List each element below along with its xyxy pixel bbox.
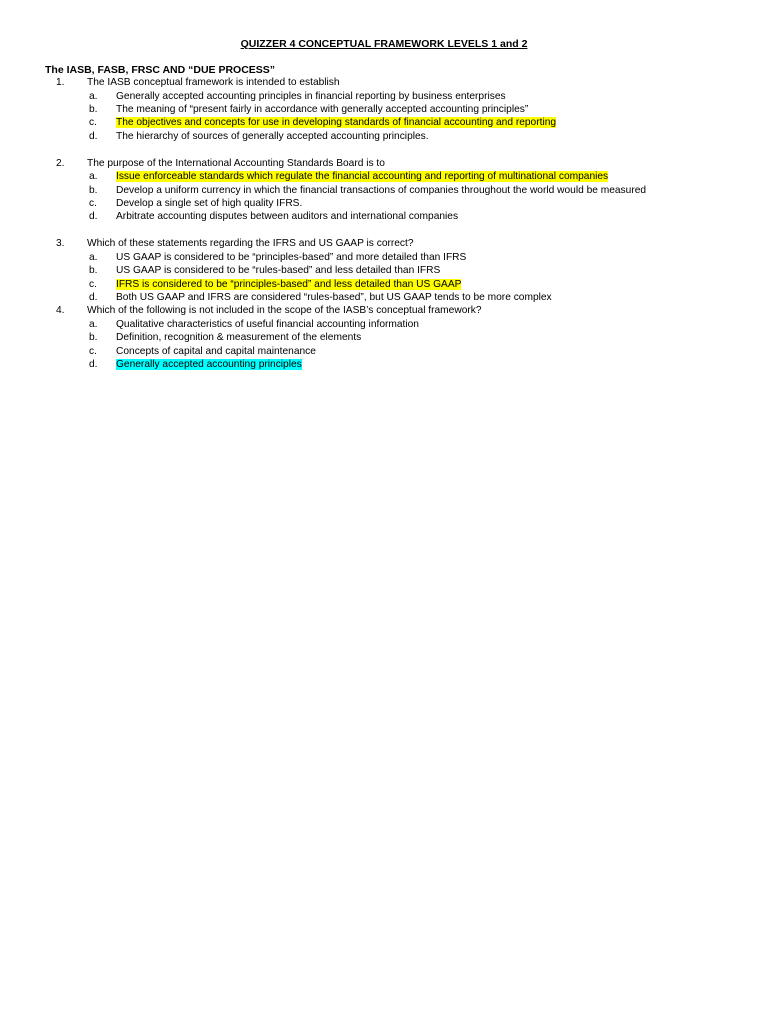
question-1 — [0, 76, 768, 143]
option-letter: b. — [89, 103, 98, 115]
option-text: Qualitative characteristics of useful financial accounting information — [116, 318, 419, 330]
option-letter: c. — [89, 197, 97, 209]
option-text: US GAAP is considered to be “rules-based” and less detailed than IFRS — [116, 265, 441, 277]
question-stem — [0, 76, 768, 90]
answer-option-highlighted — [0, 116, 768, 129]
question-number: 3. — [56, 238, 65, 250]
option-text: Arbitrate accounting disputes between auditors and international companies — [116, 211, 459, 223]
answer-option — [0, 197, 768, 210]
option-text: Generally accepted accounting principles in financial reporting by business enterprises — [116, 90, 506, 102]
option-text: Definition, recognition & measurement of the elements — [116, 332, 362, 344]
option-letter: d. — [89, 359, 98, 371]
option-text: Both US GAAP and IFRS are considered “rules-based”, but US GAAP tends to be more complex — [116, 291, 552, 303]
question-stem — [0, 304, 768, 318]
answer-option — [0, 210, 768, 223]
question-stem — [0, 157, 768, 171]
answer-option-highlighted — [0, 358, 768, 371]
question-text: Which of these statements regarding the IFRS and US GAAP is correct? — [87, 238, 414, 250]
option-text: Develop a uniform currency in which the financial transactions of companies throughout the world would be measured — [116, 184, 647, 196]
question-text: Which of the following is not included in the scope of the IASB’s conceptual framework? — [87, 305, 482, 317]
question-stem — [0, 237, 768, 251]
answer-option — [0, 264, 768, 277]
answer-option-highlighted — [0, 278, 768, 291]
option-letter: d. — [89, 130, 98, 142]
answer-option — [0, 103, 768, 116]
answer-option — [0, 345, 768, 358]
option-letter: c. — [89, 278, 97, 290]
highlighted-option-text: IFRS is considered to be “principles-based” and less detailed than US GAAP — [116, 278, 462, 290]
question-text: The IASB conceptual framework is intended to establish — [87, 77, 340, 88]
option-letter: a. — [89, 171, 98, 183]
question-4 — [0, 304, 768, 371]
answer-option — [0, 331, 768, 344]
option-letter: c. — [89, 345, 97, 357]
answer-option — [0, 291, 768, 304]
question-text: The purpose of the International Accounting Standards Board is to — [87, 157, 385, 169]
answer-option-highlighted — [0, 170, 768, 183]
option-letter: b. — [89, 184, 98, 196]
highlighted-option-text: The objectives and concepts for use in developing standards of financial accounting and reporting — [116, 117, 557, 129]
question-number: 1. — [56, 77, 65, 88]
section-heading: The IASB, FASB, FRSC AND “DUE PROCESS” — [45, 64, 276, 76]
highlighted-option-text: Generally accepted accounting principles — [116, 359, 302, 371]
answer-option — [0, 184, 768, 197]
question-number: 2. — [56, 157, 65, 169]
option-letter: a. — [89, 251, 98, 263]
question-number: 4. — [56, 305, 65, 317]
option-text: The hierarchy of sources of generally accepted accounting principles. — [116, 130, 429, 142]
option-letter: d. — [89, 211, 98, 223]
option-letter: b. — [89, 332, 98, 344]
highlighted-option-text: Issue enforceable standards which regulate the financial accounting and reporting of multinational companies — [116, 171, 609, 183]
option-text: Concepts of capital and capital maintenance — [116, 345, 316, 357]
document-title: QUIZZER 4 CONCEPTUAL FRAMEWORK LEVELS 1 and 2 — [240, 38, 528, 50]
option-text: The meaning of “present fairly in accordance with generally accepted accounting principles” — [116, 103, 529, 115]
answer-option — [0, 130, 768, 143]
option-letter: a. — [89, 90, 98, 102]
option-text: Develop a single set of high quality IFRS. — [116, 197, 303, 209]
question-2 — [0, 157, 768, 224]
answer-option — [0, 90, 768, 103]
answer-option — [0, 318, 768, 331]
option-text: US GAAP is considered to be “principles-based” and more detailed than IFRS — [116, 251, 467, 263]
question-3 — [0, 237, 768, 304]
answer-option — [0, 251, 768, 264]
option-letter: b. — [89, 265, 98, 277]
question-list — [0, 76, 768, 372]
option-letter: a. — [89, 318, 98, 330]
option-letter: d. — [89, 291, 98, 303]
option-letter: c. — [89, 117, 97, 129]
